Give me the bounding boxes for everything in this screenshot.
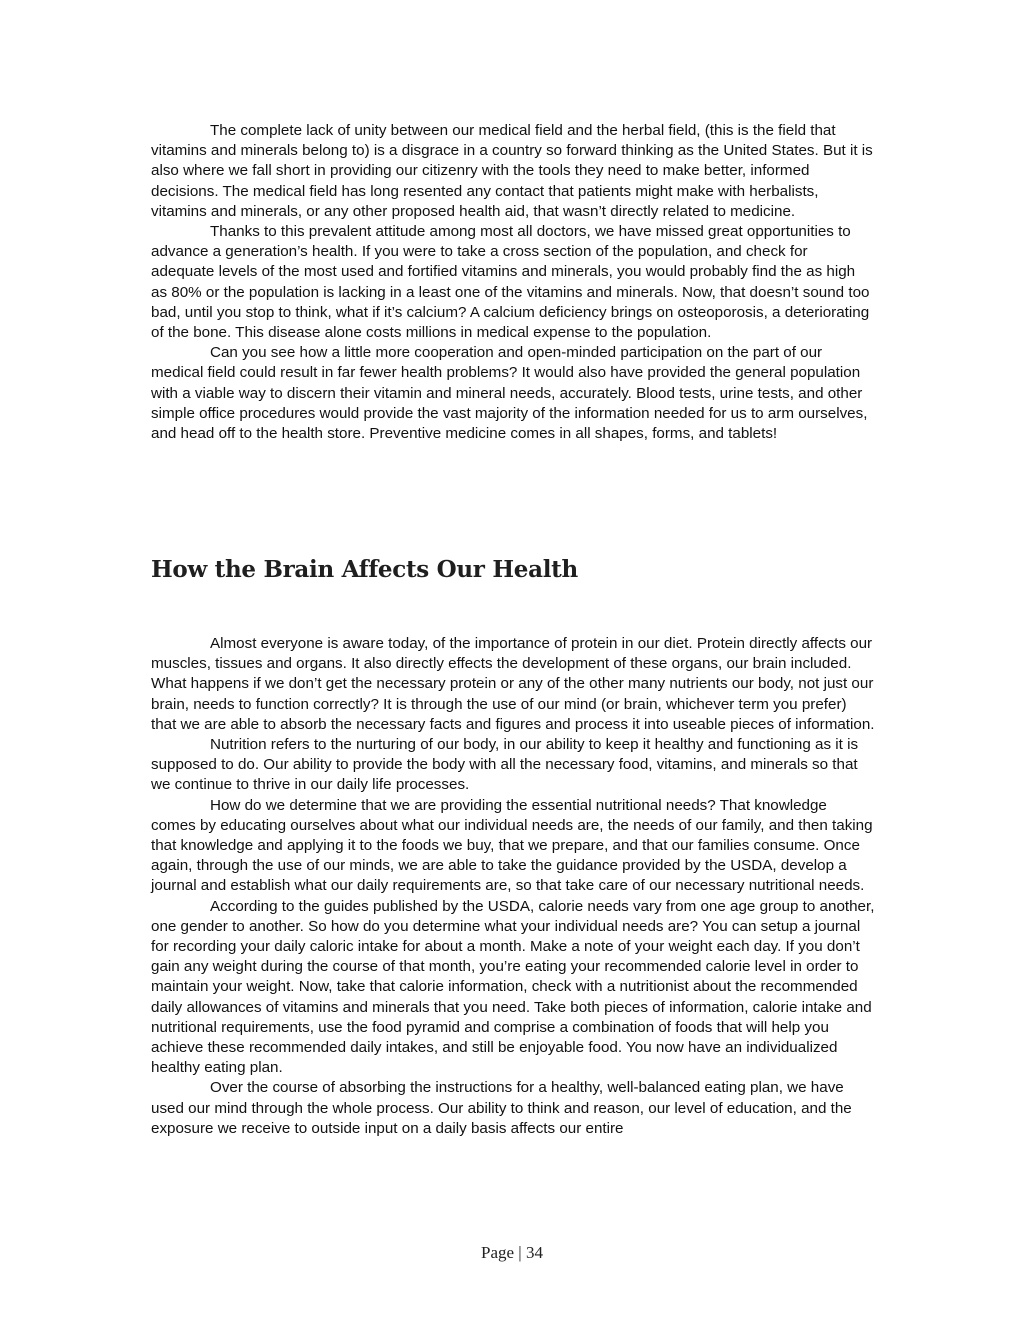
paragraph-mind-process: Over the course of absorbing the instructions for a healthy, well-balanced eating plan, we have used our mind through the whole process. Our ability to think and reason, our level of education, and the exposure we receive to outside input on a daily basis affects our entire [151,1079,852,1137]
paragraph-nutrition: Nutrition refers to the nurturing of our body, in our ability to keep it healthy and functioning as it is supposed to do. Our ability to provide the body with all the necessary food, vitamins, and minerals so that we continue to thrive in our daily life processes. [151,736,859,794]
paragraph-nutritional-needs: How do we determine that we are providing the essential nutritional needs? That knowledge comes by educating ourselves about what our individual needs are, the needs of our family, and then taking that knowledge and applying it to the foods we buy, that we prepare, and that our families consume. Once again, through the use of our minds, we are able to take the guidance provided by the USDA, develop a journal and establish what our daily requirements are, so that take care of our necessary nutritional needs. [151,796,873,895]
paragraph-usda-calories: According to the guides published by the USDA, calorie needs vary from one age group to another, one gender to another. So how do you determine what your individual needs are? You can setup a journal for recording your daily caloric intake for about a month. Make a note of your weight each day. If you don’t gain any weight during the course of that month, you’re eating your recommended calorie level in order to maintain your weight. Now, take that calorie information, check with a nutritionist about the recommended daily allowances of vitamins and minerals that you need. Take both pieces of information, calorie intake and nutritional requirements, use the food pyramid and comprise a combination of foods that will help you achieve these recommended daily intakes, and still be enjoyable food. You now have an individualized healthy eating plan. [151,897,875,1077]
page-number-footer: Page | 34 [481,1243,543,1262]
section-text-block [151,634,875,1139]
section-heading: How the Brain Affects Our Health [151,556,578,583]
intro-text-block [151,121,875,444]
paragraph-herbal-unity: The complete lack of unity between our medical field and the herbal field, (this is the field that vitamins and minerals belong to) is a disgrace in a country so forward thinking as the United States. But it is also where we fall short in providing our citizenry with the tools they need to make better, informed decisions. The medical field has long resented any contact that patients might make with herbalists, vitamins and minerals, or any other proposed health aid, that wasn’t directly related to medicine. [151,122,873,220]
paragraph-doctor-attitude: Thanks to this prevalent attitude among most all doctors, we have missed great opportunities to advance a generation’s health. If you were to take a cross section of the population, and check for adequate levels of the most used and fortified vitamins and minerals, you would probably find the as high as 80% or the population is lacking in a least one of the vitamins and minerals. Now, that doesn’t sound too bad, until you stop to think, what if it’s calcium? A calcium deficiency brings on osteoporosis, a deteriorating of the bone. This disease alone costs millions in medical expense to the population. [151,223,870,342]
paragraph-cooperation: Can you see how a little more cooperation and open-minded participation on the part of our medical field could result in far fewer health problems? It would also have provided the general population with a viable way to discern their vitamin and mineral needs, accurately. Blood tests, urine tests, and other simple office procedures would provide the vast majority of the information needed for us to arm ourselves, and head off to the health store. Preventive medicine comes in all shapes, forms, and tablets! [151,344,868,443]
paragraph-protein: Almost everyone is aware today, of the importance of protein in our diet. Protein directly affects our muscles, tissues and organs. It also directly effects the development of these organs, our brain included. What happens if we don’t get the necessary protein or any of the other many nutrients our body, not just our brain, needs to function correctly? It is through the use of our mind (or brain, whichever term you prefer) that we are able to absorb the necessary facts and figures and process it into useable pieces of information. [151,635,875,733]
